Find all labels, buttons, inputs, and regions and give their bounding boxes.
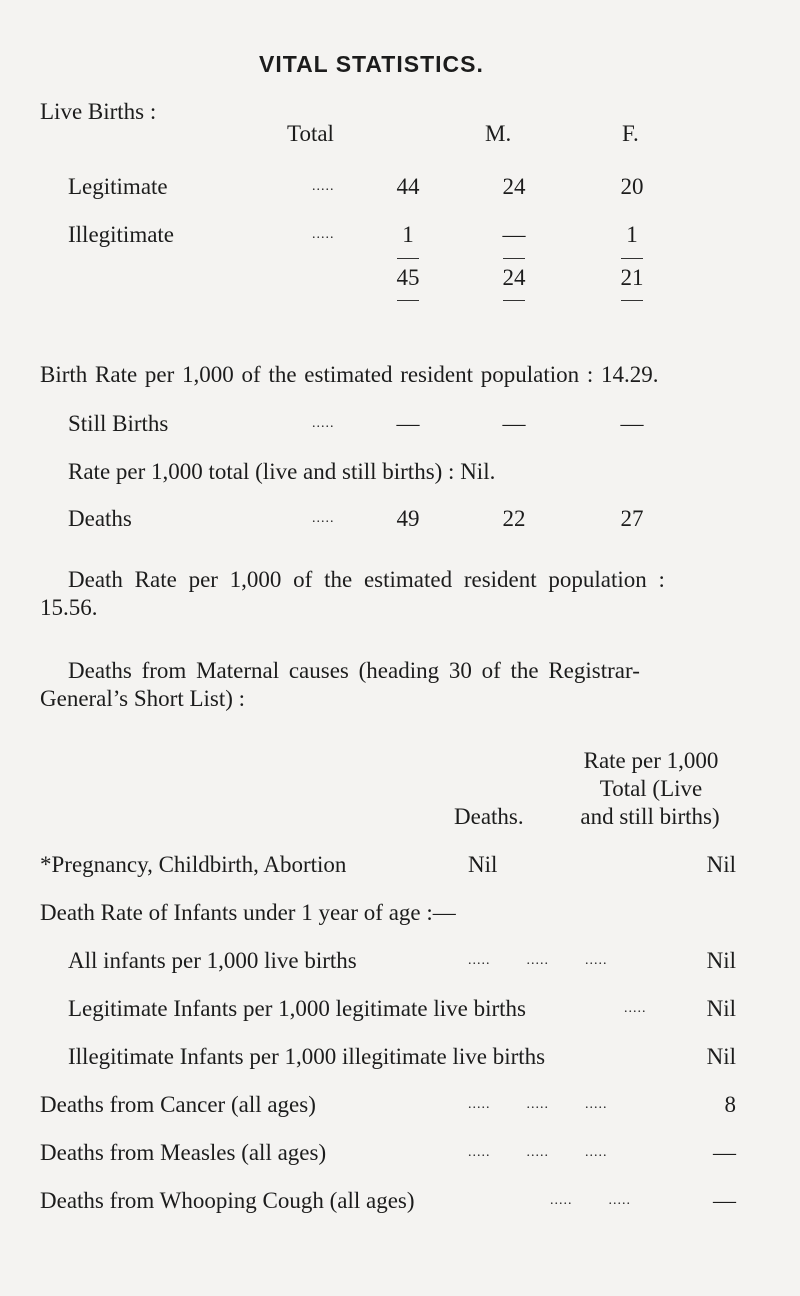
infant-illegitimate-label: Illegitimate Infants per 1,000 illegitimate live births [68, 1044, 546, 1069]
leader-dots: ..... [312, 416, 335, 431]
rate-header-line1: Rate per 1,000 [583, 748, 719, 773]
deaths-f: 27 [620, 506, 644, 531]
col-total-header: Total [287, 121, 334, 146]
still-births-total: — [396, 411, 420, 436]
legitimate-f: 20 [620, 174, 644, 199]
death-rate-line2: 15.56. [40, 595, 98, 620]
death-rate-line1: Death Rate per 1,000 of the estimated resident population : [68, 567, 665, 592]
infant-legitimate-label: Legitimate Infants per 1,000 legitimate live births [68, 996, 526, 1021]
leader-dots: ..... ..... ..... [468, 1145, 608, 1160]
birth-rate: Birth Rate per 1,000 of the estimated resident population : 14.29. [40, 362, 659, 387]
rule [397, 300, 419, 301]
leader-dots: ..... [624, 1001, 647, 1016]
rate-header-line2: Total (Live [599, 776, 703, 801]
illegitimate-m: — [502, 222, 526, 247]
maternal-row-label: *Pregnancy, Childbirth, Abortion [40, 852, 347, 877]
maternal-row-deaths: Nil [468, 852, 498, 877]
infant-all-label: All infants per 1,000 live births [68, 948, 357, 973]
leader-dots: ..... [312, 179, 335, 194]
leader-dots: ..... ..... ..... [468, 953, 608, 968]
page-title: VITAL STATISTICS. [259, 51, 484, 77]
infant-illegitimate-value: Nil [706, 1044, 736, 1069]
whooping-cough-deaths-value: — [713, 1188, 736, 1213]
row-label-illegitimate: Illegitimate [68, 222, 175, 247]
still-births-m: — [502, 411, 526, 436]
rule [503, 300, 525, 301]
row-label-legitimate: Legitimate [68, 174, 168, 199]
deaths-label: Deaths [68, 506, 132, 531]
deaths-header: Deaths. [454, 804, 524, 829]
still-births-f: — [620, 411, 644, 436]
infant-all-value: Nil [706, 948, 736, 973]
legitimate-total: 44 [396, 174, 420, 199]
cancer-deaths-value: 8 [724, 1092, 736, 1117]
col-f-header: F. [622, 121, 639, 146]
rate-header-line3: and still births) [580, 804, 720, 829]
births-total-m: 24 [502, 265, 526, 290]
infant-legitimate-value: Nil [706, 996, 736, 1021]
whooping-cough-deaths-label: Deaths from Whooping Cough (all ages) [40, 1188, 415, 1213]
measles-deaths-value: — [713, 1140, 736, 1165]
leader-dots: ..... ..... ..... [468, 1097, 608, 1112]
maternal-line1: Deaths from Maternal causes (heading 30 of the Registrar- [68, 658, 640, 683]
leader-dots: ..... [312, 511, 335, 526]
illegitimate-total: 1 [402, 222, 414, 247]
leader-dots: ..... ..... [550, 1193, 631, 1208]
live-births-heading: Live Births : [40, 99, 157, 124]
legitimate-m: 24 [502, 174, 526, 199]
still-rate: Rate per 1,000 total (live and still births) : Nil. [68, 459, 496, 484]
leader-dots: ..... [312, 227, 335, 242]
births-total: 45 [396, 265, 420, 290]
rule [503, 258, 525, 259]
maternal-line2: General’s Short List) : [40, 686, 246, 711]
measles-deaths-label: Deaths from Measles (all ages) [40, 1140, 327, 1165]
deaths-total: 49 [396, 506, 420, 531]
still-births-label: Still Births [68, 411, 169, 436]
infant-heading: Death Rate of Infants under 1 year of age :— [40, 900, 456, 925]
deaths-m: 22 [502, 506, 526, 531]
rule [621, 258, 643, 259]
births-total-f: 21 [620, 265, 644, 290]
maternal-row-rate: Nil [706, 852, 736, 877]
illegitimate-f: 1 [626, 222, 638, 247]
cancer-deaths-label: Deaths from Cancer (all ages) [40, 1092, 316, 1117]
rule [397, 258, 419, 259]
rule [621, 300, 643, 301]
col-m-header: M. [485, 121, 512, 146]
